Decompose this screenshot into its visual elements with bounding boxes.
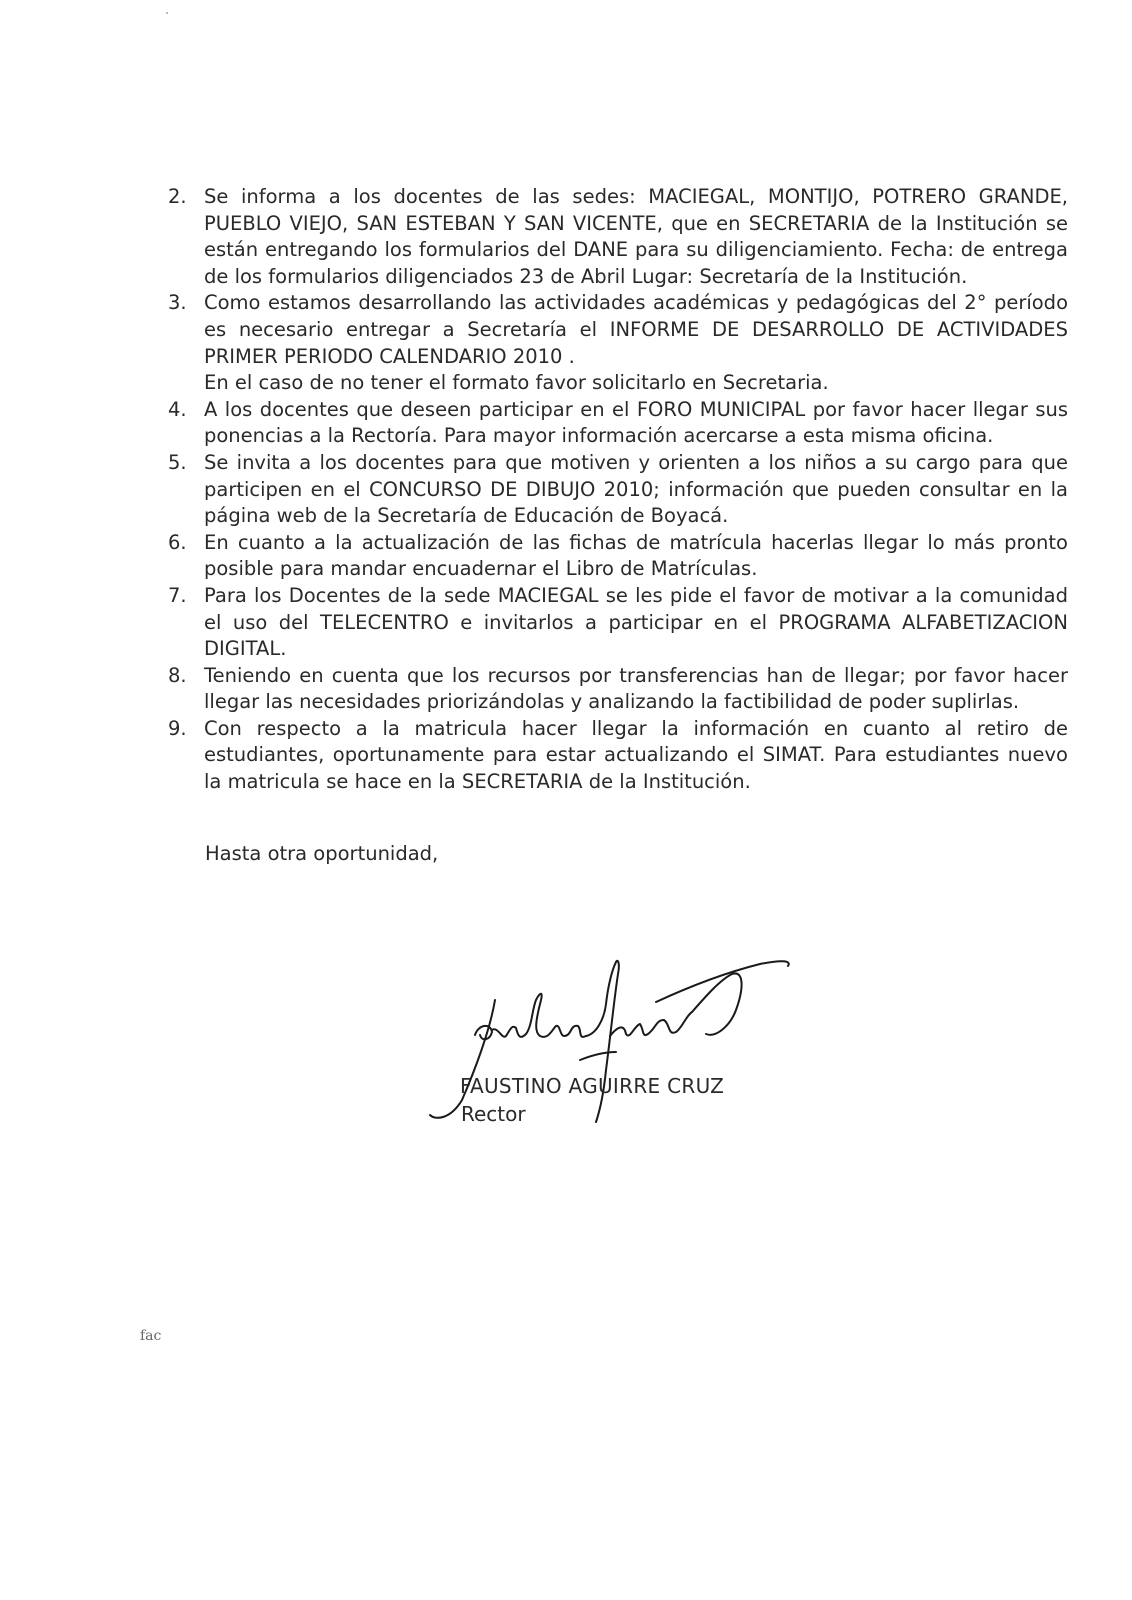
item-number: 8. (168, 663, 187, 687)
item-number: 5. (168, 450, 187, 474)
list-item (168, 663, 1068, 716)
item-text: Como estamos desarrollando las actividades académicas y pedagógicas del 2° período es necesario entregar a Secretaría el INFORME DE DESARROLLO DE ACTIVIDADES PRIMER PERIODO CALENDARIO 2010 . (204, 291, 1068, 368)
item-number: 3. (168, 291, 187, 315)
signatory-name: FAUSTINO AGUIRRE CRUZ (460, 1074, 725, 1098)
item-number: 4. (168, 397, 187, 421)
item-note: En el caso de no tener el formato favor solicitarlo en Secretaria. (204, 371, 829, 395)
list-item (168, 290, 1068, 396)
list-item (168, 450, 1068, 530)
scan-speck (166, 12, 168, 14)
list-item (168, 716, 1068, 796)
closing-line: Hasta otra oportunidad, (205, 842, 439, 865)
item-number: 9. (168, 716, 187, 740)
signatory-title: Rector (461, 1102, 526, 1126)
item-text: Se invita a los docentes para que motiven y orienten a los niños a su cargo para que participen en el CONCURSO DE DIBUJO 2010; información que pueden consultar en la página web de la Secretaría de Educación de Boyacá. (204, 450, 1068, 528)
announcement-list (168, 184, 1068, 796)
list-item (168, 397, 1068, 450)
item-text: Teniendo en cuenta que los recursos por transferencias han de llegar; por favor hacer llegar las necesidades priorizándolas y analizando la factibilidad de poder suplirlas. (204, 663, 1068, 714)
item-text: A los docentes que deseen participar en el FORO MUNICIPAL por favor hacer llegar sus ponencias a la Rectoría. Para mayor información acercarse a esta misma oficina. (204, 397, 1068, 448)
item-text: Para los Docentes de la sede MACIEGAL se les pide el favor de motivar a la comunidad el uso del TELECENTRO e invitarlos a participar en el PROGRAMA ALFABETIZACION DIGITAL. (204, 583, 1068, 661)
footer-initials: fac (140, 1328, 162, 1344)
item-number: 7. (168, 583, 187, 607)
item-text: Se informa a los docentes de las sedes: MACIEGAL, MONTIJO, POTRERO GRANDE, PUEBLO VIEJO, SAN ESTEBAN Y SAN VICENTE, que en SECRETARIA de la Institución se están entregando los formularios del DANE para su diligenciamiento. Fecha: de entrega de los formularios diligenciados 23 de Abril Lugar: Secretaría de la Institución. (204, 185, 1068, 288)
item-text: Con respecto a la matricula hacer llegar la información en cuanto al retiro de estudiantes, oportunamente para estar actualizando el SIMAT. Para estudiantes nuevo la matricula se hace en la SECRETARIA de la Institución. (204, 716, 1068, 794)
list-item (168, 530, 1068, 583)
list-item (168, 184, 1068, 290)
item-text: En cuanto a la actualización de las fichas de matrícula hacerlas llegar lo más pronto posible para mandar encuadernar el Libro de Matrículas. (204, 530, 1068, 581)
item-number: 2. (168, 185, 187, 208)
list-item (168, 583, 1068, 663)
item-number: 6. (168, 530, 187, 554)
